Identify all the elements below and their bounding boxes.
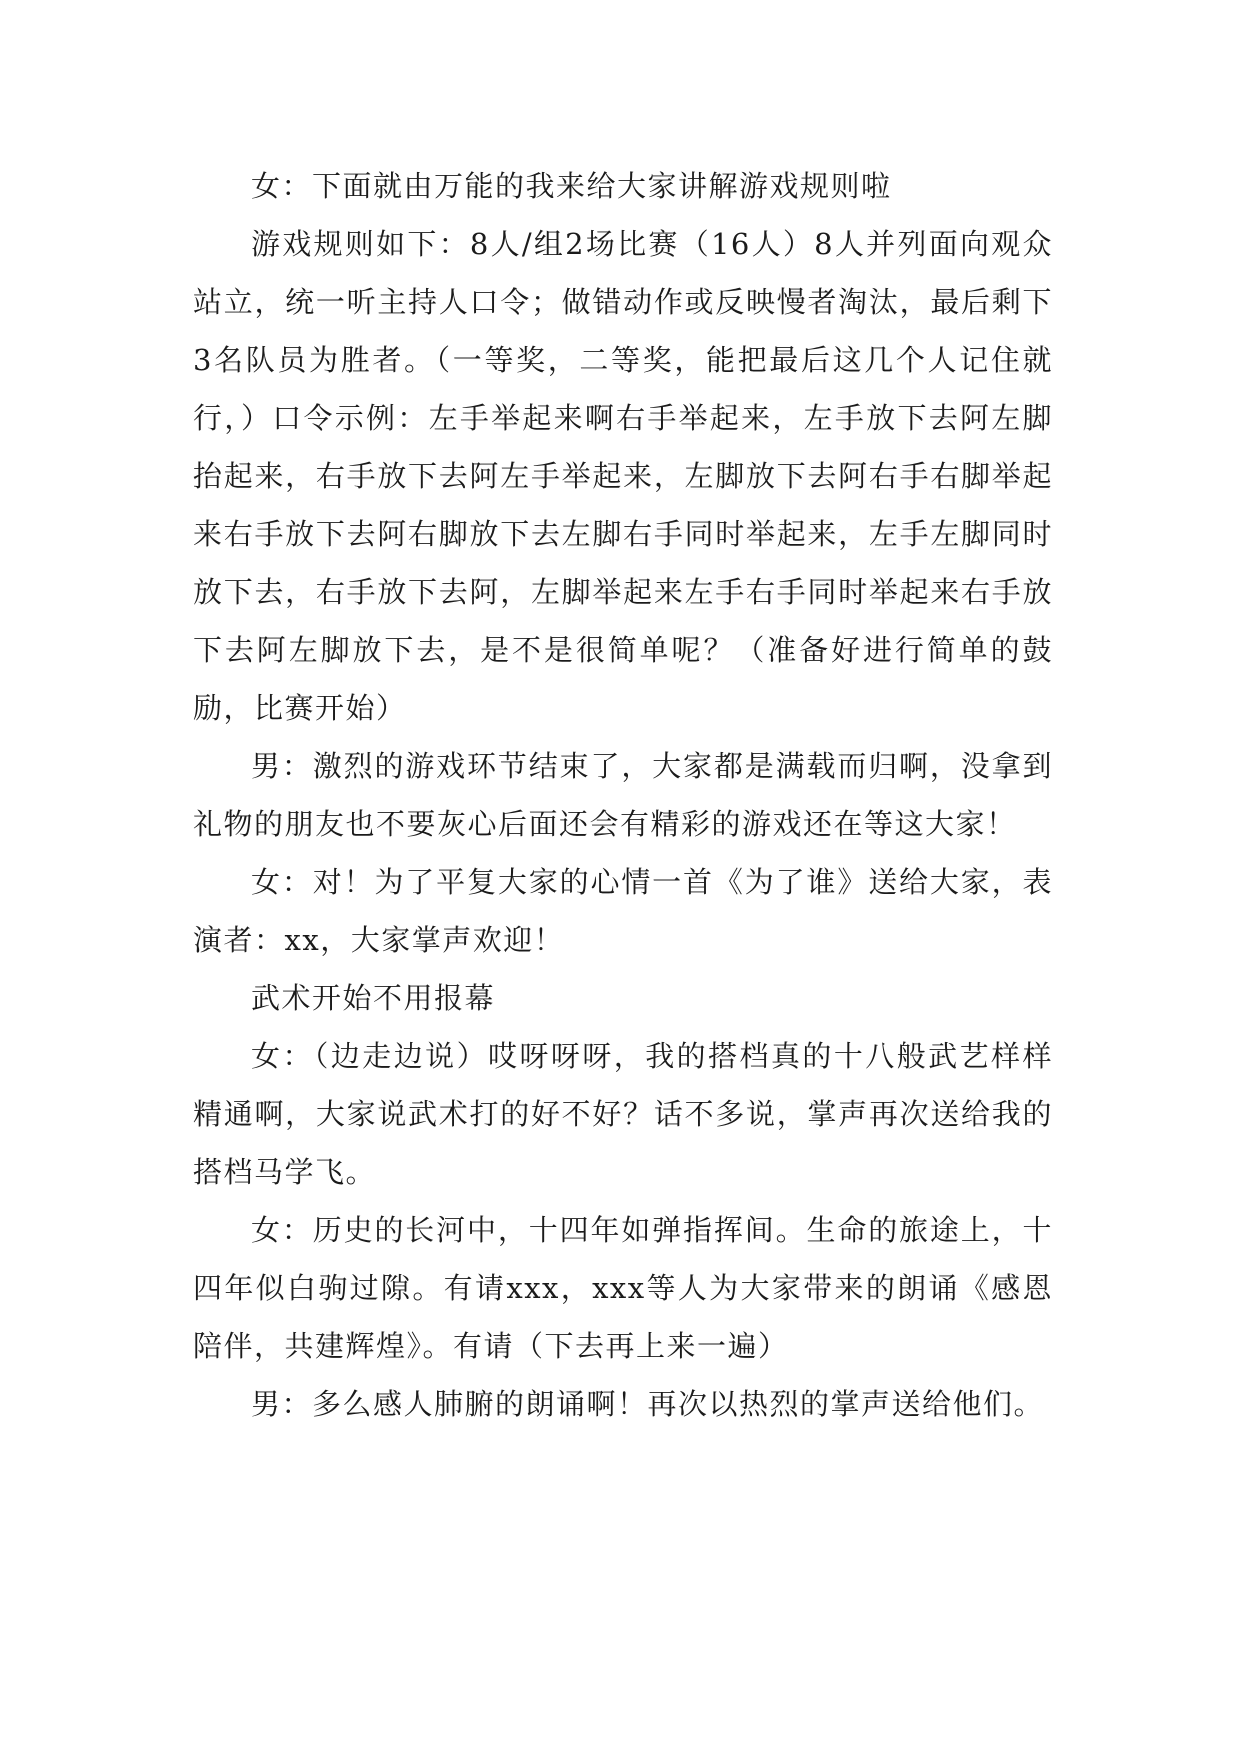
paragraph-martial-arts-note: 武术开始不用报幕 [251,981,496,1015]
paragraph-host-female-rules-intro: 女：下面就由万能的我来给大家讲解游戏规则啦 [251,169,892,203]
paragraph-game-rules: 游戏规则如下：8人/组2场比赛（16人）8人并列面向观众站立，统一听主持人口令；做错动作或反映慢者淘汰，最后剩下3名队员为胜者。（一等奖，二等奖，能把最后这几个人记住就行，）口令示例：左手举起来啊右手举起来，左手放下去阿左脚抬起来，右手放下去阿左手举起来，左脚放下去阿右手右脚举起来右手放下去阿右脚放下去左脚右手同时举起来，左手左脚同时放下去，右手放下去阿，左脚举起来左手右手同时举起来右手放下去阿左脚放下去，是不是很简单呢？（准备好进行简单的鼓励，比赛开始） [193,227,1053,725]
paragraph-host-male-recitation-end: 男：多么感人肺腑的朗诵啊！再次以热烈的掌声送给他们。 [251,1387,1045,1421]
paragraph-host-female-recitation-intro: 女：历史的长河中，十四年如弹指挥间。生命的旅途上，十四年似白驹过隙。有请xxx，xxx等人为大家带来的朗诵《感恩陪伴，共建辉煌》。有请（下去再上来一遍） [193,1213,1053,1363]
paragraph-host-male-game-end: 男：激烈的游戏环节结束了，大家都是满载而归啊，没拿到礼物的朋友也不要灰心后面还会有精彩的游戏还在等这大家！ [193,749,1053,841]
paragraph-host-female-martial-arts: 女：（边走边说）哎呀呀呀，我的搭档真的十八般武艺样样精通啊，大家说武术打的好不好？话不多说，掌声再次送给我的搭档马学飞。 [193,1039,1053,1189]
document-body [193,157,1053,1433]
paragraph-host-female-song-intro: 女：对！为了平复大家的心情一首《为了谁》送给大家，表演者：xx，大家掌声欢迎！ [193,865,1053,957]
